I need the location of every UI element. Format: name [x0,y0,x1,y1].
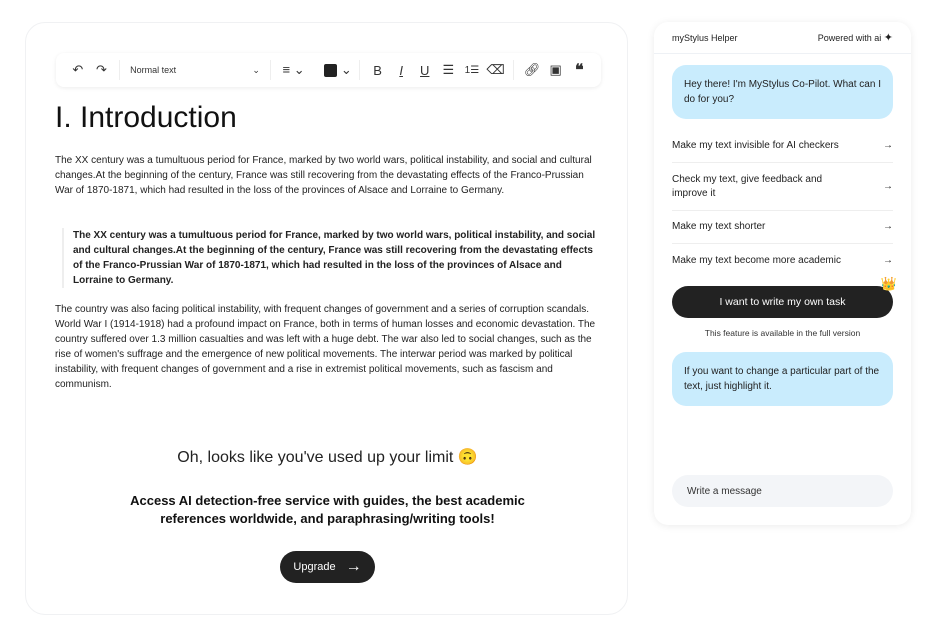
suggestion-label: Make my text become more academic [672,254,841,266]
own-task-button[interactable] [672,276,897,318]
editor-toolbar [56,53,601,87]
crown-icon: 👑 [880,276,897,291]
divider [270,60,271,80]
align-icon[interactable]: ≡ ⌄ [282,62,305,77]
bold-icon[interactable]: B [373,62,382,78]
suggestion-list [672,130,893,277]
arrow-right-icon: → [883,254,893,266]
limit-message: Oh, looks like you've used up your limit 🙃 [177,449,478,466]
redo-icon[interactable]: ↷ [95,62,107,77]
helper-header [654,22,911,54]
paragraph[interactable]: The country was also facing political instability, with frequent changes of government and a series of corruption scandals. World War I (1914-1918) had a profound impact on France, both in terms of human losses and economic devastation. The country suffered over 1.3 million casualties and was left with a huge debt. The war also led to social changes, such as the rise of women's suffrage and the emergence of new political movements. The interwar period was marked by political instability, with frequent changes of government and a rise in extremist political movements, such as fascism and communism. [55,304,596,390]
link-icon[interactable]: 🔗︎ [523,62,541,77]
divider [359,60,360,80]
arrow-right-icon: → [883,140,893,151]
image-icon[interactable]: ▣ [549,62,562,77]
powered-text: Powered with ai [817,33,882,43]
assistant-message: If you want to change a particular part of the text, just highlight it. [672,352,893,406]
feature-note: This feature is available in the full version [704,328,861,338]
divider [119,60,120,80]
bullet-list-icon[interactable]: ☰ [442,62,455,77]
numbered-list-icon[interactable]: 1☰ [464,64,480,76]
suggestion-label: Make my text invisible for AI checkers [672,140,839,151]
document-heading[interactable]: I. Introduction [55,101,237,134]
editor-card [25,22,628,615]
arrow-right-icon: → [345,558,362,575]
underline-icon[interactable]: U [420,62,430,78]
upgrade-button[interactable] [280,551,375,583]
helper-title: myStylus Helper [672,32,738,43]
divider [513,60,514,80]
helper-panel [654,22,911,525]
suggestion-item[interactable] [672,211,893,244]
suggestion-item[interactable] [672,130,893,163]
block-style-select[interactable] [126,65,264,76]
chevron-down-icon: ⌄ [252,64,260,75]
text-color-icon[interactable]: ⌄ [323,58,352,82]
message-input[interactable] [672,475,893,507]
arrow-right-icon: → [883,180,893,192]
upgrade-label: Upgrade [293,561,336,573]
access-message: Access AI detection-free service with guides, the best academic references worldwide, and paraphrasing/writing tools! [130,493,525,526]
blockquote[interactable]: The XX century was a tumultuous period for France, marked by two world wars, political instability, and social and cultural changes.At the beginning of the century, France was still recovering from the devastating effects of the Franco-Prussian War of 1870-1871, which had resulted in the loss of the provinces of Alsace and Lorraine to Germany. [62,228,602,288]
suggestion-item[interactable] [672,244,893,277]
divider [316,60,317,80]
suggestion-label: Check my text, give feedback and improve it [672,173,823,199]
own-task-label: I want to write my own task [719,296,846,308]
undo-icon[interactable]: ↶ [72,62,84,77]
assistant-message: Hey there! I'm MyStylus Co-Pilot. What can I do for you? [672,65,893,119]
suggestion-item[interactable] [672,163,893,211]
arrow-right-icon: → [883,221,893,232]
block-style-value: Normal text [130,65,177,75]
quote-icon[interactable]: ❝ [574,62,584,79]
italic-icon[interactable]: I [399,62,403,78]
sparkle-icon: ✦ [883,32,893,44]
powered-label [818,31,893,44]
eraser-icon[interactable]: ⌫ [486,62,505,77]
suggestion-label: Make my text shorter [672,221,766,232]
paragraph[interactable]: The XX century was a tumultuous period for France, marked by two world wars, political instability, and social and cultural changes.At the beginning of the century, France was still recovering from the devastating effects of the Franco-Prussian War of 1870-1871, which had resulted in the loss of the provinces of Alsace and Lorraine to Germany. [55,155,592,196]
